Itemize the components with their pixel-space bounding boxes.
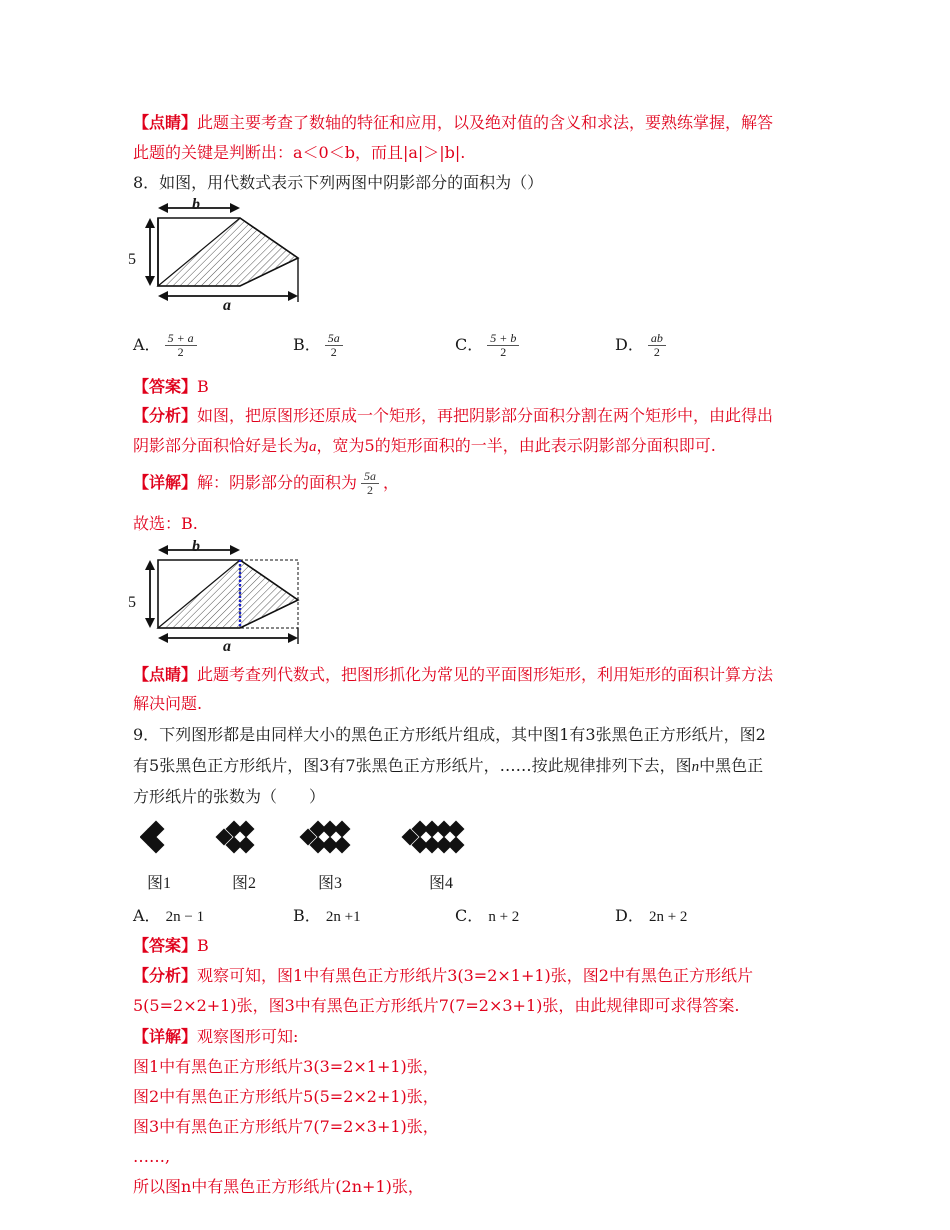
q8-fenxi-line1: 【分析】如图，把原图形还原成一个矩形，再把阴影部分面积分割在两个矩形中，由此得出 [133,406,774,425]
q9-option-c[interactable]: C． n + 2 [455,906,520,925]
q7-dianjing-line1: 【点睛】此题主要考查了数轴的特征和应用，以及绝对值的含义和求法，要熟练掌握，解答 [133,113,774,132]
q8-option-c[interactable]: C． $\frac{5 + b}{2}$ [455,332,523,359]
q9-step-1: 图1中有黑色正方形纸片3(3=2×1+1)张， [133,1057,439,1076]
q8-option-b[interactable]: B． $\frac{5a}{2}$ [293,332,347,359]
q9-figure-1 [140,821,176,854]
q9-xiangjie: 【详解】观察图形可知: [133,1027,299,1046]
q8-answer: 【答案】B [133,377,209,396]
q9-caption-4: 图4 [429,875,454,892]
q9-caption-2: 图2 [232,875,257,892]
q9-figure-4 [402,821,465,854]
q8-dianjing-line1: 【点睛】此题考查列代数式，把图形抓化为常见的平面图形矩形，利用矩形的面积计算方法 [133,665,774,684]
q9-stem-line2: 有5张黑色正方形纸片，图3有7张黑色正方形纸片，……按此规律排列下去，图n中黑色正 [133,756,764,775]
q9-step-3: 图3中有黑色正方形纸片7(7=2×3+1)张， [133,1117,439,1136]
q8-fenxi-line2: 阴影部分面积恰好是长为a，宽为5的矩形面积的一半，由此表示阴影部分面积即可. [133,436,716,455]
q9-step-4: ……, [133,1147,171,1166]
q8-option-a[interactable]: A． $\frac{5 + a}{2}$ [133,332,201,359]
q8-stem: 8．如图，用代数式表示下列两图中阴影部分的面积为（） [133,173,544,192]
q9-step-2: 图2中有黑色正方形纸片5(5=2×2+1)张， [133,1087,439,1106]
q8-fig1-label-a: a [223,297,231,314]
q8-fig1-label-5: 5 [128,251,136,268]
q9-figure-3 [300,821,351,854]
q8-dianjing-line2: 解决问题. [133,694,203,713]
q8-fig1-label-b: b [192,196,200,213]
q9-fenxi-line2: 5(5=2×2+1)张，图3中有黑色正方形纸片7(7=2×3+1)张，由此规律即可求得答案. [133,996,740,1015]
q8-fig2-label-5: 5 [128,594,136,611]
q8-option-d[interactable]: D． $\frac{ab}{2}$ [615,332,670,359]
q9-stem-line1: 9．下列图形都是由同样大小的黑色正方形纸片组成，其中图1有3张黑色正方形纸片，图2 [133,725,766,744]
q9-option-a[interactable]: A． 2n − 1 [133,906,205,925]
q9-caption-1: 图1 [147,875,172,892]
q9-option-d[interactable]: D． 2n + 2 [615,906,688,925]
q8-xiangjie: 【详解】解：阴影部分的面积为 $\frac{5a}{2}$ ， [133,469,400,497]
q9-step-5: 所以图n中有黑色正方形纸片(2n+1)张， [133,1177,424,1196]
q8-fig2-label-b: b [192,538,200,555]
q8-figure-rectangle [128,538,308,656]
q7-dianjing-line2: 此题的关键是判断出：a＜0＜b，而且|a|＞|b|. [133,143,466,162]
q9-caption-3: 图3 [318,875,343,892]
q9-answer: 【答案】B [133,936,209,955]
q9-figure-2 [216,821,255,854]
q9-figures [140,815,500,863]
q9-fenxi-line1: 【分析】观察可知，图1中有黑色正方形纸片3(3=2×1+1)张，图2中有黑色正方形纸片 [133,966,753,985]
q8-choice: 故选：B. [133,514,198,533]
q9-stem-line3: 方形纸片的张数为（ ） [133,787,326,806]
q8-fig2-label-a: a [223,638,231,655]
q9-option-b[interactable]: B． 2n +1 [293,906,361,925]
q8-figure-trapezoid [128,196,308,314]
